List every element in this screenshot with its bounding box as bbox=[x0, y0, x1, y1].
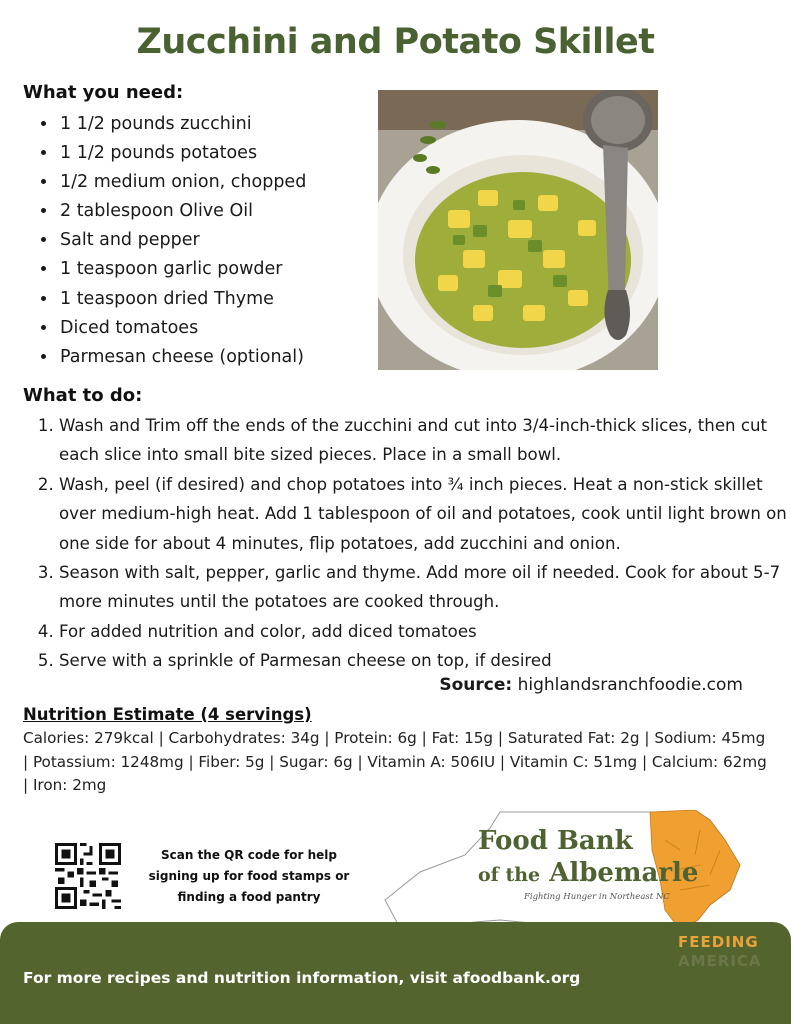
food-bank-logo bbox=[478, 825, 698, 891]
recipe-photo bbox=[378, 90, 658, 370]
footer-text: For more recipes and nutrition information, visit afoodbank.org bbox=[23, 969, 581, 987]
ingredient-item: • 1 teaspoon dried Thyme bbox=[58, 285, 306, 314]
nutrition-heading: Nutrition Estimate (4 servings) bbox=[23, 705, 312, 724]
feeding-america-logo bbox=[678, 933, 762, 971]
ingredient-item: • 1 1/2 pounds zucchini bbox=[58, 110, 306, 139]
recipe-title: Zucchini and Potato Skillet bbox=[136, 22, 655, 62]
nutrition-facts: Calories: 279kcal | Carbohydrates: 34g | Protein: 6g | Fat: 15g | Saturated Fat: 2g | Sodium: 45mg | Potassium: 1248mg | Fiber: 5g | Sugar: 6g | Vitamin A: 506IU | Vitamin C: 51mg | Calcium: 62mg | Iron: 2mg bbox=[23, 729, 767, 794]
feeding-america-line1: FEEDING bbox=[678, 933, 759, 951]
qr-code-icon[interactable] bbox=[55, 843, 121, 909]
instructions-list bbox=[40, 411, 791, 676]
instruction-step: 4. For added nutrition and color, add diced tomatoes bbox=[59, 617, 791, 646]
instruction-step: 1. Wash and Trim off the ends of the zucchini and cut into 3/4-inch-thick slices, then cut each slice into small bite sized pieces. Place in a small bowl. bbox=[59, 411, 791, 470]
food-bank-name-of-the: of the bbox=[478, 864, 541, 886]
qr-instructions: Scan the QR code for help signing up for food stamps or finding a food pantry bbox=[148, 848, 350, 904]
food-bank-tagline: Fighting Hunger in Northeast NC bbox=[524, 892, 670, 902]
ingredients-heading: What you need: bbox=[23, 82, 184, 103]
ingredient-item: • 1 1/2 pounds potatoes bbox=[58, 139, 306, 168]
source-url: highlandsranchfoodie.com bbox=[517, 675, 743, 695]
feeding-america-line2: AMERICA bbox=[678, 952, 762, 970]
instruction-step: 3. Season with salt, pepper, garlic and thyme. Add more oil if needed. Cook for about 5-7 more minutes until the potatoes are cooked through. bbox=[59, 558, 791, 617]
ingredients-list bbox=[38, 110, 306, 372]
food-bank-name-line2: Albemarle bbox=[549, 858, 699, 888]
ingredient-item: • 2 tablespoon Olive Oil bbox=[58, 197, 306, 226]
ingredient-item: • Diced tomatoes bbox=[58, 314, 306, 343]
food-bank-name-line1: Food Bank bbox=[478, 826, 633, 856]
ingredient-item: • 1/2 medium onion, chopped bbox=[58, 168, 306, 197]
ingredient-item: • Salt and pepper bbox=[58, 226, 306, 255]
source-label: Source: bbox=[439, 675, 513, 695]
recipe-source bbox=[439, 675, 743, 695]
instruction-step: 2. Wash, peel (if desired) and chop potatoes into ¾ inch pieces. Heat a non-stick skillet over medium-high heat. Add 1 tablespoon of oil and potatoes, cook until light brown on one side for about 4 minutes, flip potatoes, add zucchini and onion. bbox=[59, 470, 791, 558]
instruction-step: 5. Serve with a sprinkle of Parmesan cheese on top, if desired bbox=[59, 646, 791, 675]
skillet-bowl-illustration bbox=[378, 90, 658, 370]
instructions-heading: What to do: bbox=[23, 385, 143, 406]
ingredient-item: • 1 teaspoon garlic powder bbox=[58, 255, 306, 284]
ingredient-item: • Parmesan cheese (optional) bbox=[58, 343, 306, 372]
